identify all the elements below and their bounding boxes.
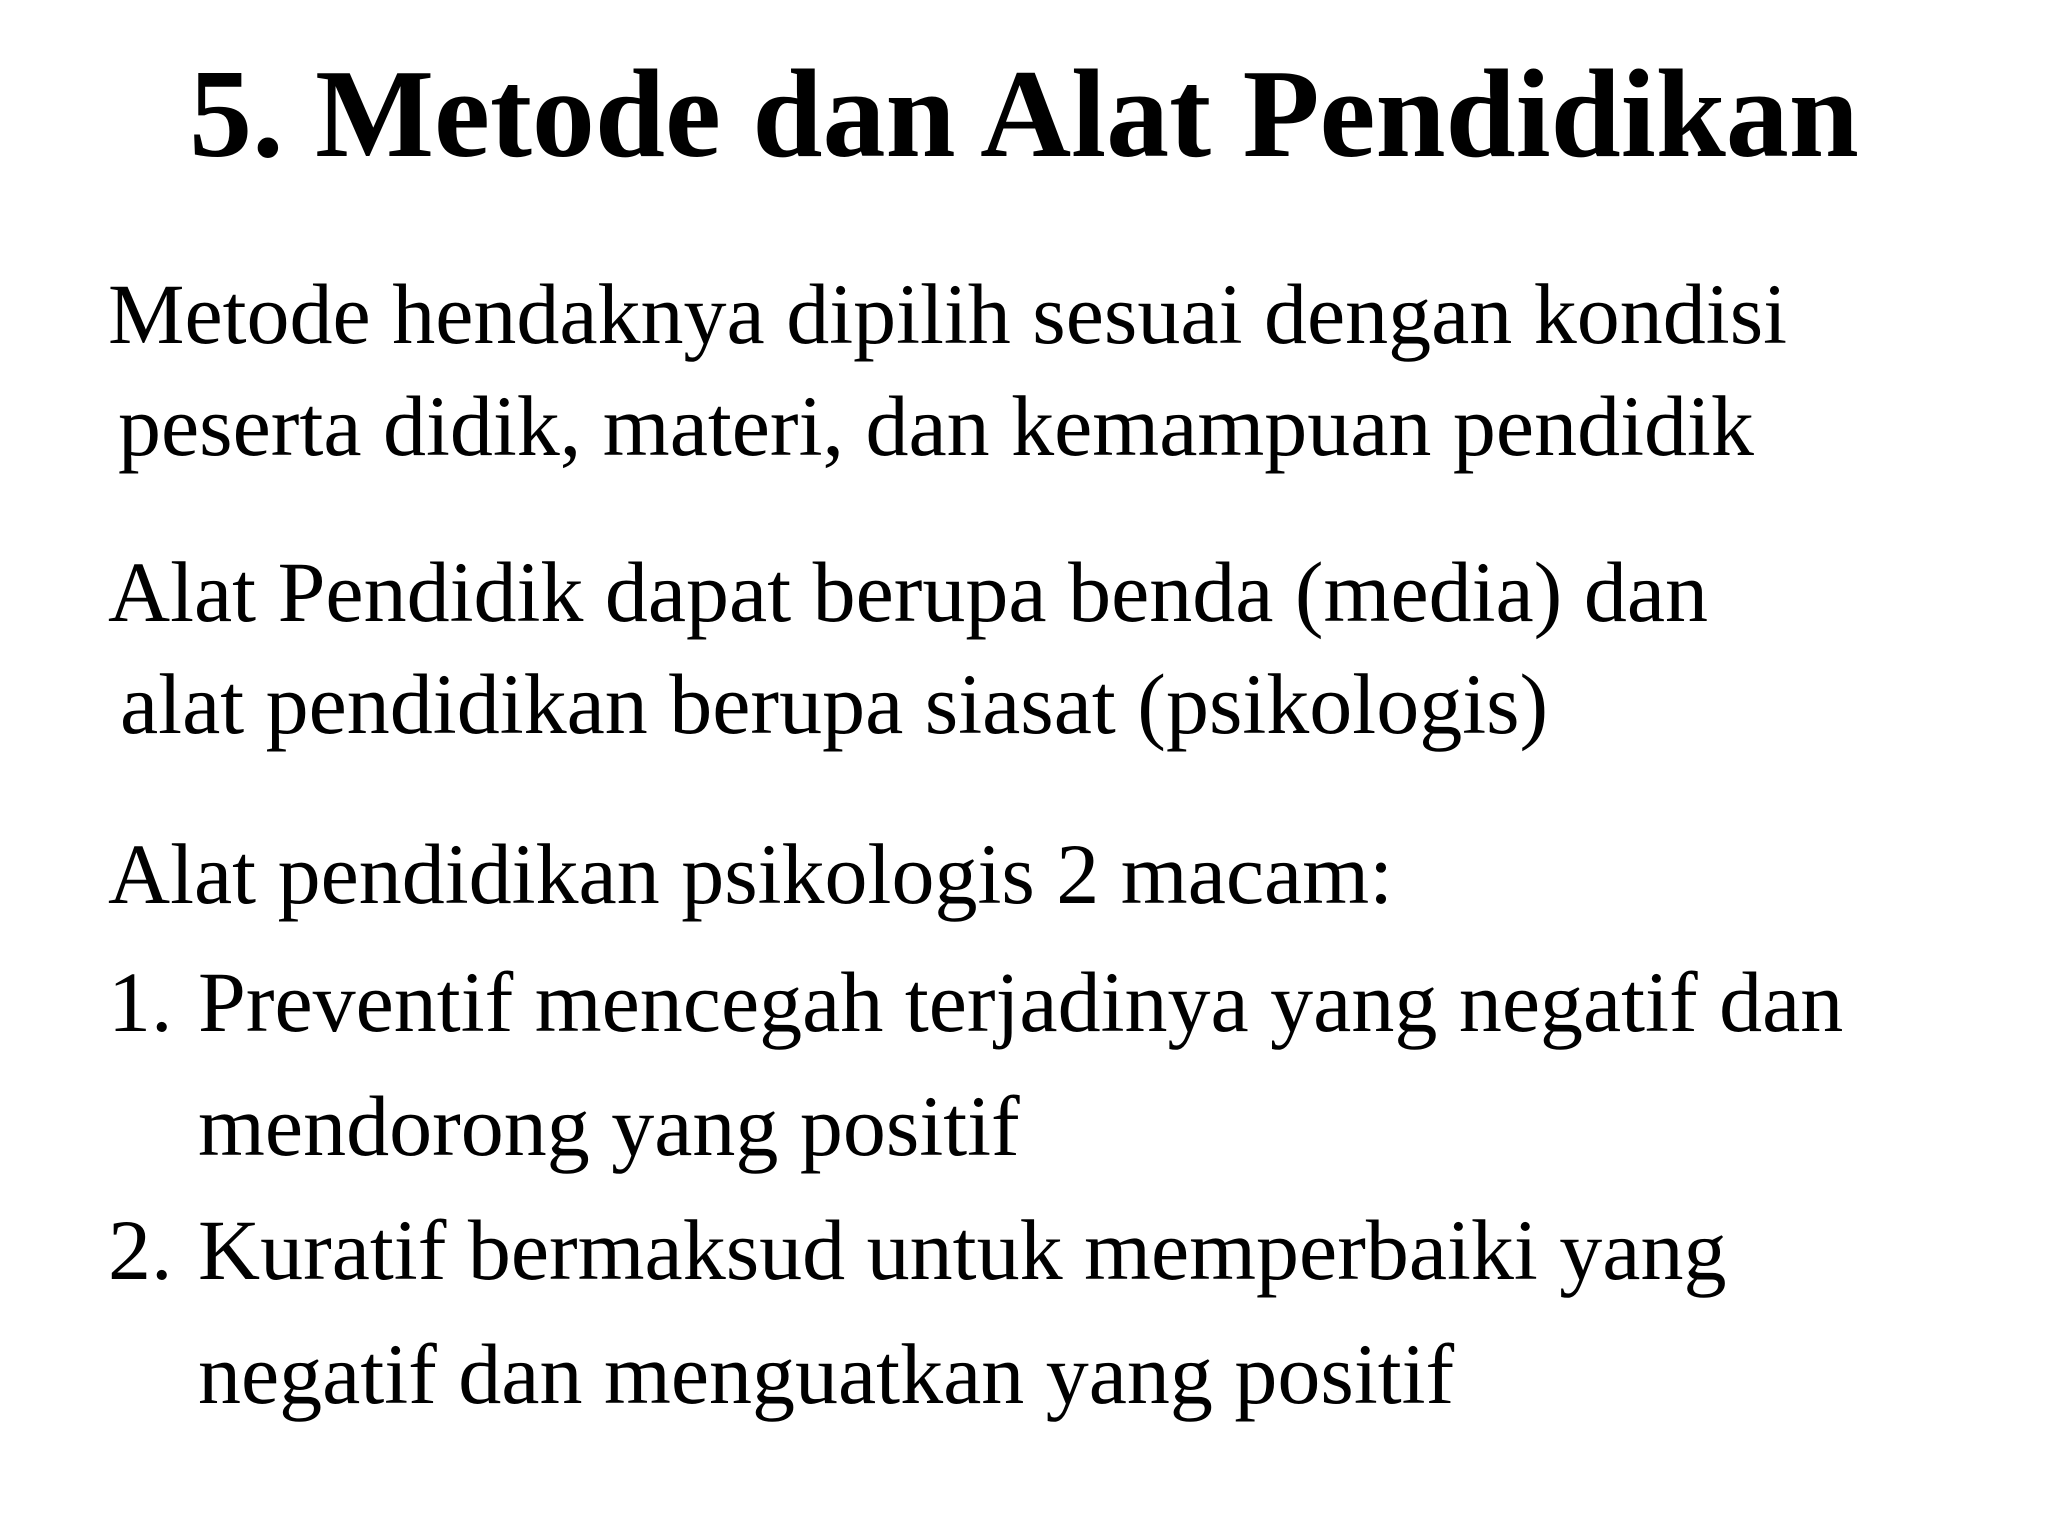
paragraph-metode (108, 258, 1787, 482)
paragraph-line: Alat pendidikan psikologis 2 macam: (108, 826, 1394, 922)
list-item-line: mendorong yang positif (198, 1078, 1020, 1174)
paragraph-line: peserta didik, materi, dan kemampuan pendidik (118, 378, 1754, 474)
list-item-line: negatif dan menguatkan yang positif (198, 1326, 1455, 1422)
list-item-line: Preventif mencegah terjadinya yang negatif dan (198, 954, 1844, 1050)
list-item (108, 940, 1843, 1188)
paragraph-alat-psikologis (108, 818, 1393, 930)
numbered-list (108, 940, 1843, 1436)
paragraph-line: Metode hendaknya dipilih sesuai dengan kondisi (108, 266, 1788, 362)
paragraph-alat-pendidik (108, 536, 1708, 760)
slide-title: 5. Metode dan Alat Pendidikan (189, 45, 1859, 184)
list-item-number: 2. (108, 1202, 173, 1298)
paragraph-line: alat pendidikan berupa siasat (psikologis) (120, 656, 1549, 752)
list-item (108, 1188, 1843, 1436)
list-item-line: Kuratif bermaksud untuk memperbaiki yang (198, 1202, 1727, 1298)
paragraph-line: Alat Pendidik dapat berupa benda (media) dan (108, 544, 1708, 640)
list-item-number: 1. (108, 954, 173, 1050)
